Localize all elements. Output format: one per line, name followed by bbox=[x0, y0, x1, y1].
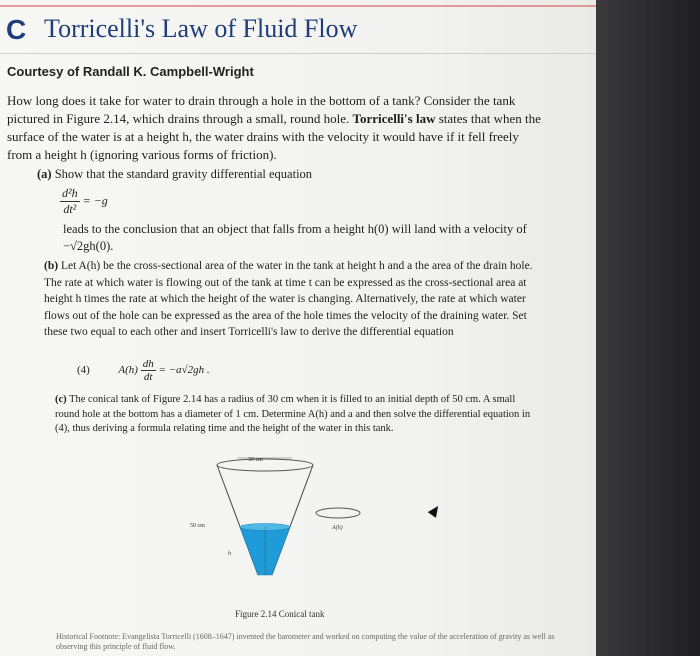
chapter-letter: C bbox=[6, 14, 27, 45]
gravity-eq-rhs: = −g bbox=[82, 193, 108, 208]
title-divider bbox=[0, 53, 596, 54]
part-a-text: Show that the standard gravity differential equation bbox=[54, 167, 313, 181]
torricelli-eq-den: dt bbox=[143, 371, 153, 383]
background-edge bbox=[596, 0, 700, 656]
part-c-label: (c) bbox=[55, 394, 67, 405]
intro-text-1: How long does it take for water to drain through a hole in the bottom of a tank? Consider the tank pictured in Figure 2.14, which drains through a small, round hole. bbox=[7, 93, 516, 126]
part-b bbox=[44, 258, 534, 341]
historical-footnote: Historical Footnote: Evangelista Torricelli (1608–1647) invented the barometer and worked on computing the value of the acceleration of gravity as well as observing this principle of fluid flow. bbox=[56, 632, 555, 651]
top-rule bbox=[0, 5, 596, 7]
cross-section-label: A(h) bbox=[332, 525, 343, 531]
part-b-label: (b) bbox=[44, 260, 59, 272]
part-a-conclusion: leads to the conclusion that an object that falls from a height h(0) will land with a velocity of −√2gh(0). bbox=[63, 222, 527, 253]
gravity-eq-den: dt² bbox=[63, 202, 77, 216]
page-title: Torricelli's Law of Fluid Flow bbox=[44, 14, 358, 43]
cross-section-ellipse bbox=[316, 508, 360, 518]
torricelli-eq-num: dh bbox=[142, 358, 154, 370]
torricelli-eq-lhs: A(h) bbox=[118, 364, 138, 377]
intro-text-2: states that when the surface of the water is at a height h, the water drains with the velocity it would have if it fell freely from a height h (ignoring various forms of friction). bbox=[7, 111, 541, 162]
part-c-text: The conical tank of Figure 2.14 has a radius of 30 cm when it is filled to an initial depth of 50 cm. A small round hole at the bottom has a diameter of 1 cm. Determine A(h) and a and then solve the differential equation in (4), thus deriving a formula relating time and the height of the water in this tank. bbox=[55, 394, 531, 434]
part-a bbox=[37, 166, 537, 183]
courtesy-line: Courtesy of Randall K. Campbell-Wright bbox=[7, 64, 254, 79]
figure-caption: Figure 2.14 Conical tank bbox=[235, 609, 325, 619]
radius-label: 30 cm bbox=[248, 457, 263, 463]
conical-tank-figure bbox=[180, 455, 380, 595]
torricelli-equation bbox=[77, 358, 210, 383]
gravity-eq-num: d²h bbox=[62, 186, 78, 200]
equation-number: (4) bbox=[77, 364, 90, 377]
tank-rim bbox=[217, 459, 313, 471]
torricelli-eq-rhs: = −a√2gh . bbox=[158, 364, 210, 377]
intro-bold-term: Torricelli's law bbox=[352, 111, 436, 126]
gravity-equation bbox=[60, 186, 108, 217]
height-label: h bbox=[228, 551, 231, 557]
intro-paragraph bbox=[7, 92, 542, 164]
part-b-text: Let A(h) be the cross-sectional area of the water in the tank at height h and a the area of the drain hole. The rate at which water is flowing out of the tank at time t can be expressed as the cross-sectional area at height h times the rate at which the height of the water is changing. Alternatively, the rate at which water flows out of the hole can be expressed as the area of the hole times the velocity of the draining water. Set these two equal to each other and insert Torricelli's law to derive the differential equation bbox=[44, 260, 533, 338]
depth-label: 50 cm bbox=[190, 523, 205, 529]
part-a-label: (a) bbox=[37, 167, 52, 181]
part-c bbox=[55, 393, 535, 437]
